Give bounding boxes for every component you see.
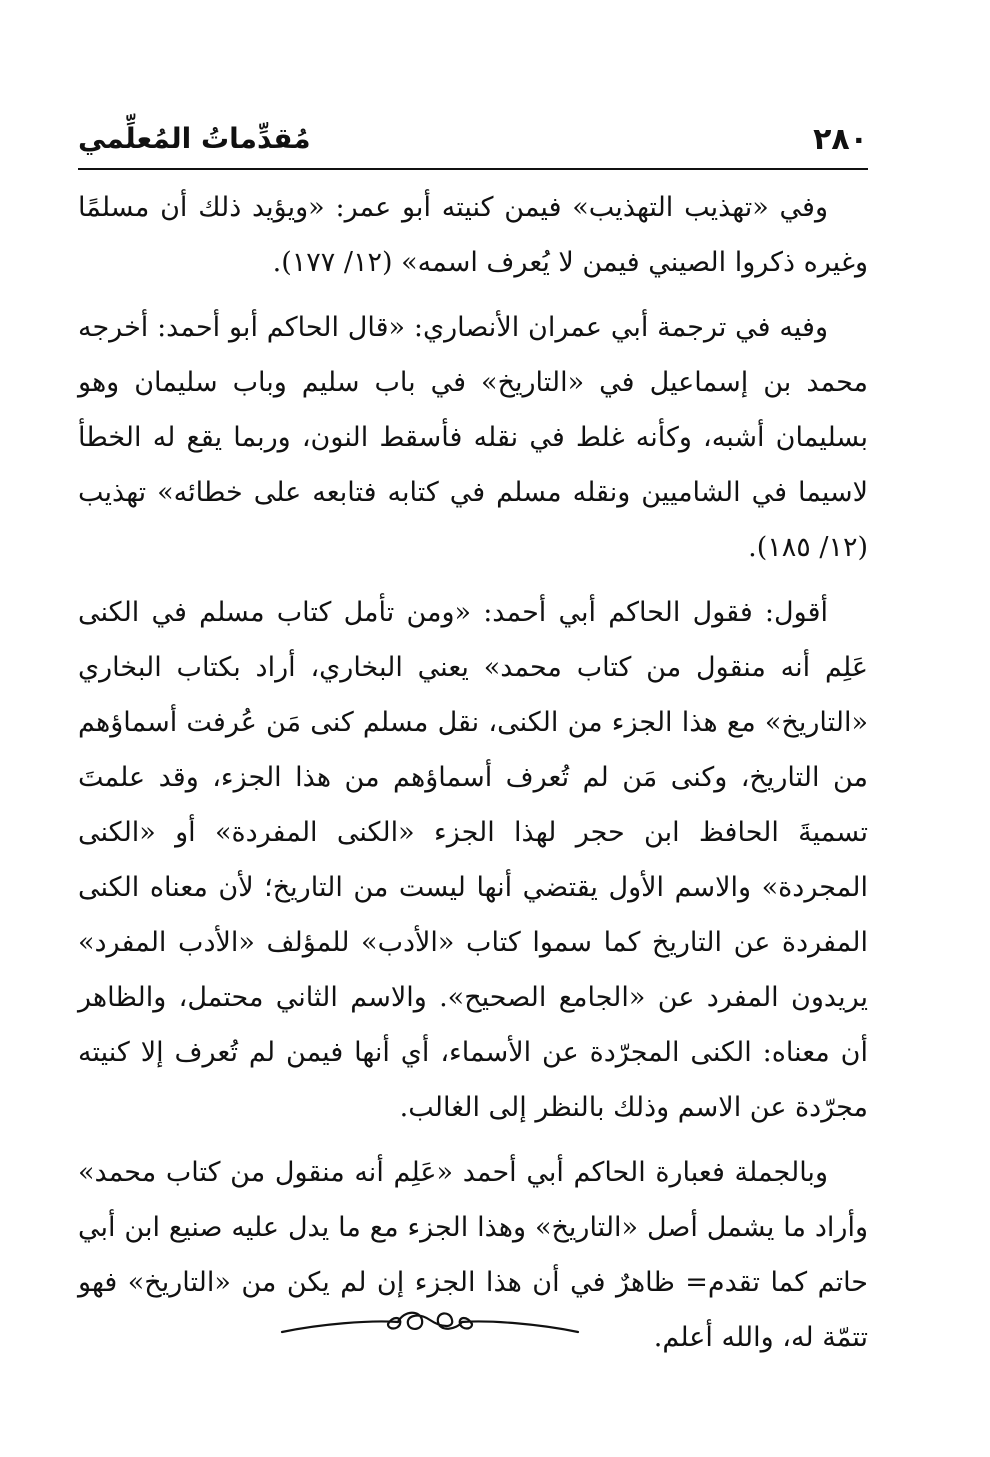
running-title: مُقدِّماتُ المُعلِّمي	[78, 122, 311, 155]
header-divider	[78, 168, 868, 170]
end-of-section-flourish-icon	[280, 1290, 580, 1350]
body-text	[78, 180, 868, 1375]
paragraph-3: أقول: فقول الحاكم أبي أحمد: «ومن تأمل كتاب مسلم في الكنى عَلِم أنه منقول من كتاب محمد» يعني البخاري، أراد بكتاب البخاري «التاريخ» مع هذا الجزء من الكنى، نقل مسلم كنى مَن عُرفت أسماؤهم من التاريخ، وكنى مَن لم تُعرف أسماؤهم من هذا الجزء، وقد علمتَ تسميةَ الحافظ ابن حجر لهذا الجزء «الكنى المفردة» أو «الكنى المجردة» والاسم الأول يقتضي أنها ليست من التاريخ؛ لأن معناه الكنى المفردة عن التاريخ كما سموا كتاب «الأدب» للمؤلف «الأدب المفرد» يريدون المفرد عن «الجامع الصحيح». والاسم الثاني محتمل، والظاهر أن معناه: الكنى المجرّدة عن الأسماء، أي أنها فيمن لم تُعرف إلا كنيته مجرّدة عن الاسم وذلك بالنظر إلى الغالب.	[78, 597, 868, 1123]
page-header	[78, 118, 868, 166]
paragraph-2: وفيه في ترجمة أبي عمران الأنصاري: «قال الحاكم أبو أحمد: أخرجه محمد بن إسماعيل في «التاريخ» في باب سليم وباب سليمان وهو بسليمان أشبه، وكأنه غلط في نقله فأسقط النون، وربما يقع له الخطأ لاسيما في الشاميين ونقله مسلم في كتابه فتابعه على خطائه» تهذيب (١٢/ ١٨٥).	[78, 312, 868, 563]
paragraph-1: وفي «تهذيب التهذيب» فيمن كنيته أبو عمر: «ويؤيد ذلك أن مسلمًا وغيره ذكروا الصيني فيمن لا يُعرف اسمه» (١٢/ ١٧٧).	[78, 192, 868, 278]
page-number: ٢٨٠	[813, 122, 868, 157]
paragraph-4: وبالجملة فعبارة الحاكم أبي أحمد «عَلِم أنه منقول من كتاب محمد» وأراد ما يشمل أصل «التاريخ» وهذا الجزء مع ما يدل عليه صنيع ابن أبي حاتم كما تقدم= ظاهرٌ في أن هذا الجزء إن لم يكن من «التاريخ» فهو تتمّة له، والله أعلم.	[78, 1157, 868, 1353]
